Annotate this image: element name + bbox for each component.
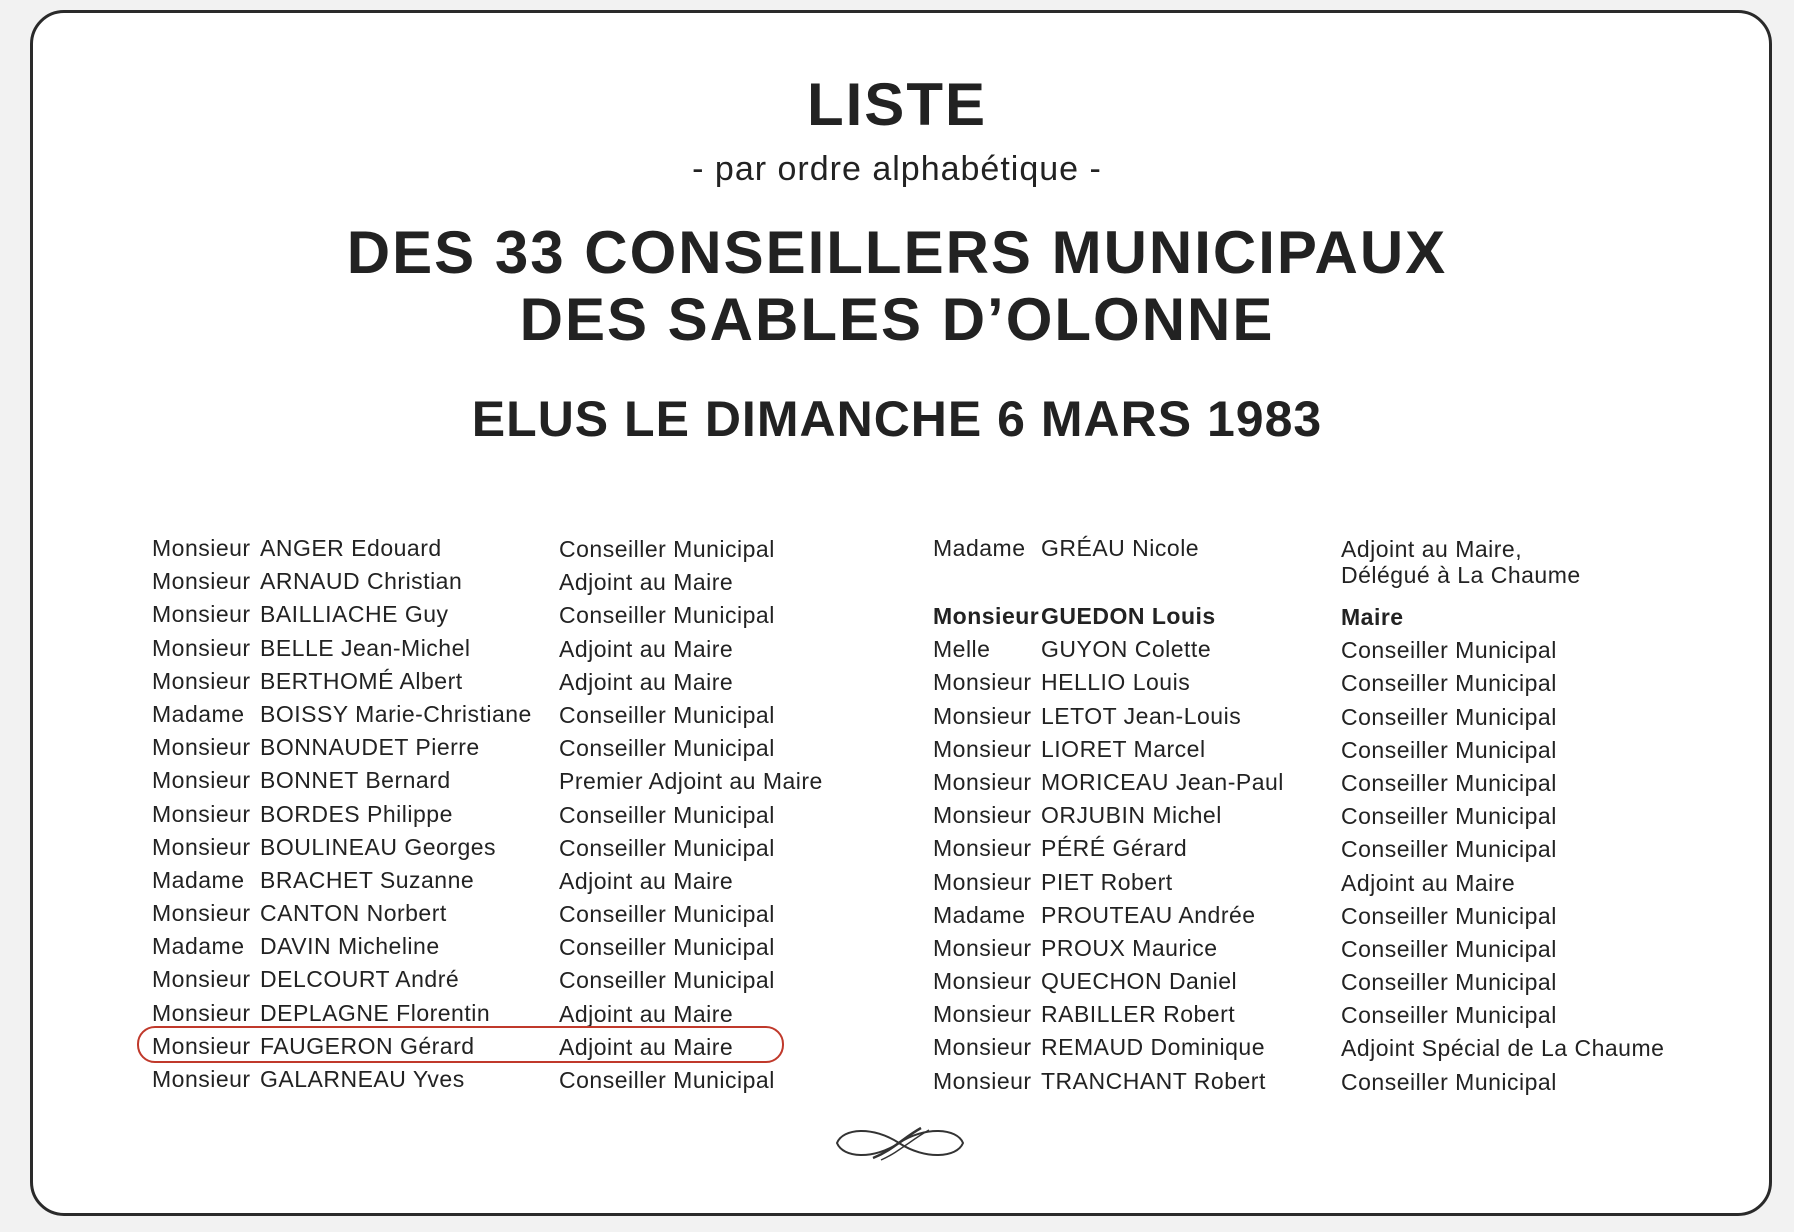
member-role: Conseiller Municipal [559,901,775,928]
member-name: GRÉAU Nicole [1041,535,1200,561]
member-title: Madame [152,866,245,893]
member-title: Madame [933,901,1026,928]
member-name: GALARNEAU Yves [260,1066,465,1092]
member-role: Conseiller Municipal [1341,1002,1557,1029]
member-title: Monsieur [933,968,1032,995]
member-title: Monsieur [152,800,251,827]
member-role: Conseiller Municipal [1341,736,1557,763]
member-name: BONNET Bernard [260,767,451,794]
member-role: Maire [1341,604,1404,630]
member-name: BOULINEAU Georges [260,833,497,860]
member-role: Adjoint au Maire [1341,869,1516,896]
list-item [933,799,1733,832]
member-role: Conseiller Municipal [1341,670,1557,697]
member-name: ANGER Edouard [260,535,442,561]
member-title: Monsieur [933,603,1040,629]
member-role: Conseiller Municipal [1341,703,1557,730]
member-role: Adjoint au Maire [559,569,734,596]
member-role: Adjoint au Maire [559,635,734,662]
highlight-annotation [137,1026,784,1063]
list-item [933,899,1733,932]
member-role-line-2: Délégué à La Chaume [1341,562,1581,588]
member-name: GUEDON Louis [1041,603,1216,629]
member-role: Conseiller Municipal [1341,836,1557,863]
member-title: Monsieur [152,1032,251,1059]
list-item [933,998,1733,1031]
list-item [152,698,852,731]
member-name: PÉRÉ Gérard [1041,835,1188,862]
member-role: Conseiller Municipal [559,934,775,961]
member-title: Monsieur [152,734,251,761]
member-title: Monsieur [933,669,1032,696]
member-name: BOISSY Marie-Christiane [260,700,532,727]
member-title: Madame [152,933,245,960]
member-name: TRANCHANT Robert [1041,1067,1266,1094]
list-item [933,932,1733,965]
member-title: Monsieur [933,702,1032,729]
member-name: CANTON Norbert [260,900,447,927]
member-role: Conseiller Municipal [559,701,775,728]
member-name: DAVIN Micheline [260,933,440,960]
member-title: Monsieur [152,667,251,694]
list-item [933,766,1733,799]
list-item [933,965,1733,998]
member-role: Conseiller Municipal [1341,902,1557,929]
member-title: Madame [152,700,245,727]
member-name: MORICEAU Jean-Paul [1041,768,1284,795]
member-role: Adjoint au Maire [559,1033,734,1060]
council-list-right [933,532,1733,1098]
flourish-ornament-icon [833,1120,967,1166]
member-name: PROUX Maurice [1041,934,1218,961]
list-item [152,831,852,864]
member-role-line-1: Adjoint au Maire, [1341,536,1523,562]
member-title: Monsieur [152,1066,251,1092]
member-title: Monsieur [933,934,1032,961]
member-role: Conseiller Municipal [559,536,775,562]
member-role: Conseiller Municipal [1341,1068,1557,1095]
list-item [152,598,852,631]
title-line-2: DES SABLES D’OLONNE [519,286,1275,353]
member-title: Monsieur [933,1067,1032,1094]
member-name: HELLIO Louis [1041,669,1191,696]
member-title: Monsieur [933,802,1032,829]
member-role: Conseiller Municipal [1341,969,1557,996]
list-item [152,963,852,996]
member-name: ORJUBIN Michel [1041,802,1222,829]
member-name: DELCOURT André [260,966,460,993]
list-item [152,864,852,897]
member-name: FAUGERON Gérard [260,1032,475,1059]
member-title: Monsieur [933,835,1032,862]
member-title: Monsieur [933,868,1032,895]
member-role: Conseiller Municipal [559,735,775,762]
member-name: BORDES Philippe [260,800,453,827]
member-role: Conseiller Municipal [559,1067,775,1093]
member-name: BERTHOMÉ Albert [260,667,463,694]
member-role [1341,536,1581,588]
subtitle: - par ordre alphabétique - [692,150,1102,188]
member-title: Monsieur [152,966,251,993]
member-name: REMAUD Dominique [1041,1034,1266,1061]
title-line-1: DES 33 CONSEILLERS MUNICIPAUX [346,219,1448,286]
member-title: Monsieur [152,634,251,661]
list-item [933,666,1733,699]
member-name: PROUTEAU Andrée [1041,901,1256,928]
member-name: BRACHET Suzanne [260,866,475,893]
member-role: Conseiller Municipal [559,801,775,828]
list-item [933,532,1733,600]
list-item [933,1065,1733,1098]
list-item [933,700,1733,733]
member-role: Adjoint au Maire [559,1000,734,1027]
list-item [933,1031,1733,1064]
member-name: LIORET Marcel [1041,735,1206,762]
member-name: PIET Robert [1041,868,1173,895]
member-name: LETOT Jean-Louis [1041,702,1242,729]
member-role: Conseiller Municipal [559,967,775,994]
heading-liste: LISTE [806,71,987,138]
member-name: BELLE Jean-Michel [260,634,471,661]
council-list-left [152,532,852,1096]
list-item [152,997,852,1030]
member-role: Conseiller Municipal [559,602,775,629]
member-name: BONNAUDET Pierre [260,734,480,761]
list-item [152,930,852,963]
member-title: Monsieur [152,999,251,1026]
member-name: RABILLER Robert [1041,1001,1236,1028]
member-name: QUECHON Daniel [1041,968,1238,995]
member-role: Adjoint au Maire [559,867,734,894]
member-title: Monsieur [933,735,1032,762]
list-item [152,798,852,831]
member-role: Adjoint Spécial de La Chaume [1341,1035,1665,1062]
list-item [933,733,1733,766]
list-item [152,565,852,598]
member-title: Monsieur [152,568,251,595]
member-title: Monsieur [933,1001,1032,1028]
list-item [152,632,852,665]
member-title: Madame [933,535,1026,561]
list-item [152,764,852,797]
member-role: Conseiller Municipal [1341,637,1557,664]
list-item [152,665,852,698]
list-item [152,532,852,565]
member-role: Conseiller Municipal [1341,803,1557,830]
member-title: Monsieur [933,1034,1032,1061]
list-item-mayor [933,600,1733,633]
list-item [933,866,1733,899]
member-role: Conseiller Municipal [559,834,775,861]
member-title: Monsieur [152,767,251,794]
list-item [933,832,1733,865]
member-name: BAILLIACHE Guy [260,601,449,628]
list-item [152,897,852,930]
member-title: Melle [933,636,991,663]
member-title: Monsieur [152,601,251,628]
member-role: Conseiller Municipal [1341,769,1557,796]
member-title: Monsieur [933,768,1032,795]
member-name: DEPLAGNE Florentin [260,999,491,1026]
member-role: Adjoint au Maire [559,668,734,695]
member-name: ARNAUD Christian [260,568,463,595]
member-role: Conseiller Municipal [1341,935,1557,962]
list-item [933,633,1733,666]
election-date-heading: ELUS LE DIMANCHE 6 MARS 1983 [471,391,1323,447]
member-title: Monsieur [152,833,251,860]
member-name: GUYON Colette [1041,636,1212,663]
member-title: Monsieur [152,900,251,927]
member-title: Monsieur [152,535,251,561]
member-role: Premier Adjoint au Maire [559,768,823,795]
list-item [152,1063,852,1096]
list-item [152,731,852,764]
